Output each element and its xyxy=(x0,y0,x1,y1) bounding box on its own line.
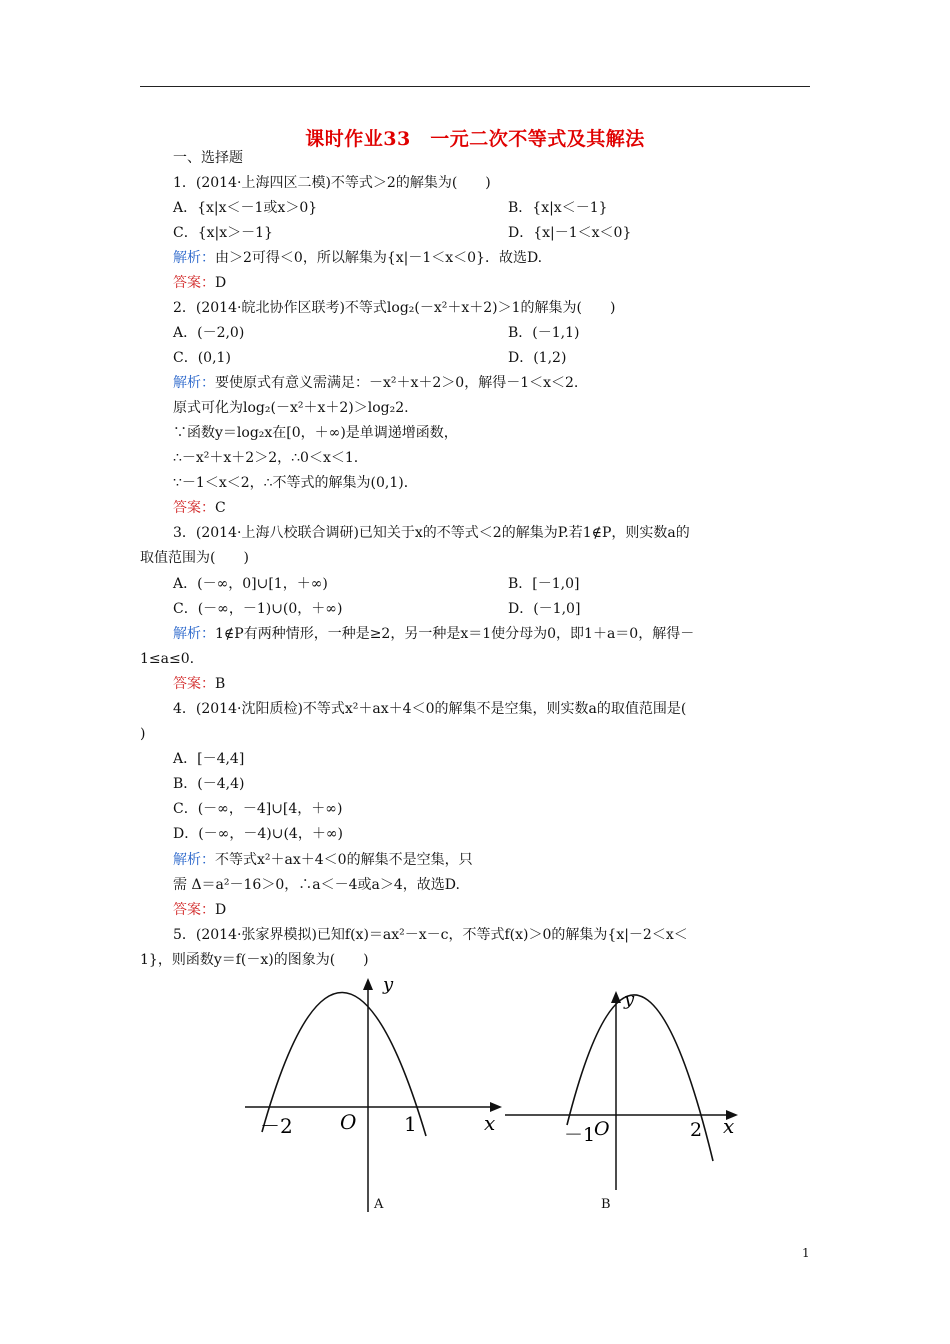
q2-option-a: A．(－2,0) xyxy=(173,325,245,341)
q4-analysis-cont: 需 Δ＝a²－16＞0，∴a＜－4或a＞4，故选D. xyxy=(173,877,460,893)
figure-b-graph xyxy=(500,985,750,1195)
q5-stem: 5．(2014·张家界模拟)已知f(x)＝ax²－x－c，不等式f(x)＞0的解集为{x|－2＜x＜ xyxy=(173,927,688,943)
figure-b-label: B xyxy=(601,1197,611,1212)
q4-stem: 4．(2014·沈阳质检)不等式x²＋ax＋4＜0的解集不是空集，则实数a的取值范围是( xyxy=(173,701,687,717)
q3-answer xyxy=(173,675,225,693)
y-axis-arrow xyxy=(363,978,373,990)
x-axis-label: x xyxy=(723,1114,735,1138)
tick-label: 1 xyxy=(404,1112,417,1136)
tick-label: 2 xyxy=(690,1119,703,1141)
q2-analysis xyxy=(173,374,578,392)
q3-option-c: C．(－∞，－1)∪(0，＋∞) xyxy=(173,601,343,617)
figure-a-graph xyxy=(240,972,510,1217)
answer-label: 答案： xyxy=(173,676,215,692)
page-number: 1 xyxy=(802,1246,810,1260)
figure-a-label: A xyxy=(374,1197,384,1212)
q3-analysis-cont: 1≤a≤0. xyxy=(140,651,195,667)
answer-value: C xyxy=(215,500,226,516)
q2-analysis-line: 原式可化为log₂(－x²＋x＋2)＞log₂2. xyxy=(173,400,409,416)
q1-option-d: D．{x|－1＜x＜0} xyxy=(508,225,632,241)
y-axis-label: y xyxy=(383,974,394,995)
page-title: 课时作业33 一元二次不等式及其解法 xyxy=(305,128,645,150)
q2-analysis-line: ∴－x²＋x＋2＞2，∴0＜x＜1. xyxy=(173,450,359,466)
analysis-text: 由＞2可得＜0，所以解集为{x|－1＜x＜0}．故选D. xyxy=(215,250,543,266)
y-axis-label: y xyxy=(624,989,635,1010)
analysis-label: 解析： xyxy=(173,852,215,868)
analysis-text: 1∉P有两种情形，一种是≥2，另一种是x＝1使分母为0，即1＋a＝0，解得－ xyxy=(215,626,695,642)
q1-option-a: A．{x|x＜－1或x＞0} xyxy=(173,200,318,216)
answer-label: 答案： xyxy=(173,275,215,291)
q4-option-c: C．(－∞，－4]∪[4，＋∞) xyxy=(173,801,343,817)
q2-analysis-line: ∵－1＜x＜2，∴不等式的解集为(0,1)． xyxy=(173,475,418,491)
q4-analysis xyxy=(173,851,473,869)
q4-option-d: D．(－∞，－4)∪(4，＋∞) xyxy=(173,826,343,842)
q2-stem: 2．(2014·皖北协作区联考)不等式log₂(－x²＋x＋2)＞1的解集为( ) xyxy=(173,300,616,316)
answer-label: 答案： xyxy=(173,500,215,516)
answer-value: D xyxy=(215,275,227,291)
q3-stem: 3．(2014·上海八校联合调研)已知关于x的不等式＜2的解集为P.若1∉P，则实数a的 xyxy=(173,525,690,541)
q2-analysis-line: ∵函数y＝log₂x在[0，＋∞)是单调递增函数， xyxy=(173,425,458,441)
q1-option-c: C．{x|x＞－1} xyxy=(173,225,273,241)
q4-option-a: A．[－4,4] xyxy=(173,751,245,767)
q4-stem-cont: ) xyxy=(140,726,146,742)
q1-option-b: B．{x|x＜－1} xyxy=(508,200,608,216)
q3-option-d: D．(－1,0] xyxy=(508,601,581,617)
tick-label: －1 xyxy=(564,1124,596,1146)
answer-value: D xyxy=(215,902,227,918)
origin-label: O xyxy=(340,1110,357,1134)
q3-option-a: A．(－∞，0]∪[1，＋∞) xyxy=(173,576,328,592)
analysis-label: 解析： xyxy=(173,375,215,391)
q2-option-d: D．(1,2) xyxy=(508,350,567,366)
header-rule xyxy=(140,86,810,87)
q4-option-b: B．(－4,4) xyxy=(173,776,245,792)
q2-option-c: C．(0,1) xyxy=(173,350,231,366)
analysis-text: 不等式x²＋ax＋4＜0的解集不是空集，只 xyxy=(215,852,473,868)
q2-option-b: B．(－1,1) xyxy=(508,325,580,341)
q5-stem-cont: 1}，则函数y＝f(－x)的图象为( ) xyxy=(140,952,369,968)
analysis-text: 要使原式有意义需满足：－x²＋x＋2＞0，解得－1＜x＜2. xyxy=(215,375,579,391)
q3-analysis xyxy=(173,625,694,643)
tick-label: －2 xyxy=(260,1114,293,1138)
origin-label: O xyxy=(594,1118,610,1140)
answer-label: 答案： xyxy=(173,902,215,918)
analysis-label: 解析： xyxy=(173,626,215,642)
section-heading: 一、选择题 xyxy=(173,150,243,166)
analysis-label: 解析： xyxy=(173,250,215,266)
q1-stem: 1．(2014·上海四区二模)不等式＞2的解集为( ) xyxy=(173,175,491,191)
q4-answer xyxy=(173,901,226,919)
q1-answer xyxy=(173,274,226,292)
q3-option-b: B．[－1,0] xyxy=(508,576,580,592)
q3-stem-cont: 取值范围为( ) xyxy=(140,550,249,566)
q2-answer xyxy=(173,499,226,517)
q1-analysis xyxy=(173,249,542,267)
answer-value: B xyxy=(215,676,226,692)
x-axis-label: x xyxy=(484,1111,496,1135)
